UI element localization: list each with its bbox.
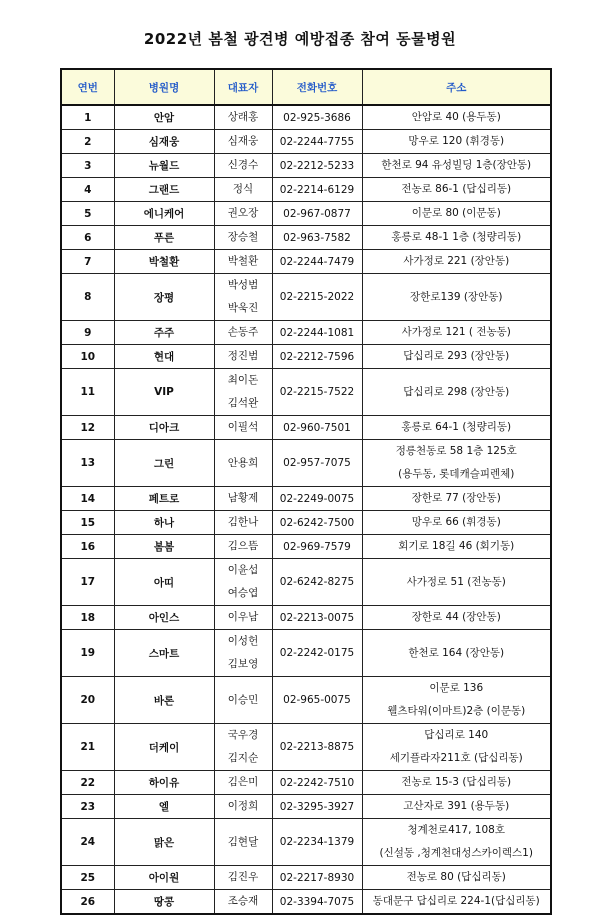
table-body	[61, 105, 551, 914]
representative	[214, 345, 272, 369]
representative-line: 남황제	[227, 492, 259, 504]
phone-number: 02-957-7075	[272, 440, 362, 487]
representative-line: 박욱진	[227, 302, 259, 314]
representative	[214, 130, 272, 154]
table-row	[61, 606, 551, 630]
row-number: 2	[61, 130, 114, 154]
phone-number: 02-960-7501	[272, 416, 362, 440]
representative	[214, 559, 272, 606]
table-row	[61, 178, 551, 202]
row-number: 14	[61, 487, 114, 511]
header-name: 병원명	[114, 69, 214, 105]
representative-line: 신경수	[227, 159, 259, 171]
address-line: 한천로 164 (장안동)	[408, 646, 505, 659]
representative	[214, 795, 272, 819]
row-number: 6	[61, 226, 114, 250]
representative	[214, 724, 272, 771]
hospital-name: 주주	[114, 321, 214, 345]
hospital-name: 바론	[114, 677, 214, 724]
hospital-name: VIP	[114, 369, 214, 416]
hospital-name: 디아크	[114, 416, 214, 440]
address-line: 안암로 40 (용두동)	[411, 111, 501, 123]
address	[362, 154, 551, 178]
representative-line: 국우경	[227, 729, 259, 741]
representative-line: 장승철	[227, 231, 259, 243]
address-line: 이문로 136	[429, 682, 484, 694]
hospital-name: 엘	[114, 795, 214, 819]
row-number: 26	[61, 890, 114, 915]
address	[362, 202, 551, 226]
representative	[214, 416, 272, 440]
address-line: 고산자로 391 (용두동)	[403, 800, 510, 812]
hospital-name: 봄봄	[114, 535, 214, 559]
phone-number: 02-3394-7075	[272, 890, 362, 915]
address	[362, 677, 551, 724]
table-row	[61, 771, 551, 795]
representative-line: 정진범	[227, 350, 259, 362]
representative	[214, 511, 272, 535]
address	[362, 724, 551, 771]
representative-line: 최이돈	[227, 374, 259, 386]
hospital-name: 현대	[114, 345, 214, 369]
address	[362, 795, 551, 819]
representative	[214, 440, 272, 487]
representative	[214, 274, 272, 321]
phone-number: 02-2213-0075	[272, 606, 362, 630]
address-line: 전농로 80 (답십리동)	[406, 871, 506, 883]
row-number: 21	[61, 724, 114, 771]
table-row	[61, 105, 551, 130]
row-number: 20	[61, 677, 114, 724]
phone-number: 02-3295-3927	[272, 795, 362, 819]
representative-line: 박철환	[227, 255, 259, 267]
address-line: 사가정로 121 ( 전농동)	[401, 326, 511, 338]
address	[362, 226, 551, 250]
row-number: 17	[61, 559, 114, 606]
address-line: 장한로 77 (장안동)	[411, 492, 501, 504]
phone-number: 02-2215-7522	[272, 369, 362, 416]
representative-line: 여승엽	[227, 587, 259, 599]
representative-line: 김지순	[227, 752, 259, 764]
row-number: 23	[61, 795, 114, 819]
table-header-row	[61, 69, 551, 105]
address	[362, 535, 551, 559]
representative-line: 이우남	[227, 611, 259, 623]
address	[362, 606, 551, 630]
hospital-name: 그랜드	[114, 178, 214, 202]
row-number: 19	[61, 630, 114, 677]
row-number: 25	[61, 866, 114, 890]
header-addr: 주소	[362, 69, 551, 105]
row-number: 16	[61, 535, 114, 559]
table-row	[61, 416, 551, 440]
representative	[214, 606, 272, 630]
hospital-name: 그린	[114, 440, 214, 487]
representative	[214, 487, 272, 511]
representative-line: 김한나	[227, 516, 259, 528]
row-number: 7	[61, 250, 114, 274]
representative-line: 김현달	[227, 835, 259, 848]
table-row	[61, 440, 551, 487]
representative	[214, 105, 272, 130]
row-number: 4	[61, 178, 114, 202]
representative-line: 이필석	[227, 421, 259, 433]
table-row	[61, 677, 551, 724]
table-row	[61, 819, 551, 866]
phone-number: 02-967-0877	[272, 202, 362, 226]
phone-number: 02-2244-7755	[272, 130, 362, 154]
phone-number: 02-963-7582	[272, 226, 362, 250]
header-tel: 전화번호	[272, 69, 362, 105]
table-row	[61, 345, 551, 369]
row-number: 9	[61, 321, 114, 345]
phone-number: 02-2217-8930	[272, 866, 362, 890]
table-row	[61, 724, 551, 771]
address	[362, 130, 551, 154]
representative	[214, 154, 272, 178]
address-line: 장한로139 (장안동)	[410, 290, 503, 303]
representative	[214, 250, 272, 274]
representative-line: 이정희	[227, 800, 259, 812]
address	[362, 369, 551, 416]
representative-line: 박성범	[227, 279, 259, 291]
representative	[214, 369, 272, 416]
representative-line: 상래홍	[227, 111, 259, 123]
address-line: 홍릉로 64-1 (청량리동)	[401, 421, 512, 433]
row-number: 11	[61, 369, 114, 416]
address-line: 이문로 80 (이문동)	[411, 207, 501, 219]
table-row	[61, 511, 551, 535]
address-line: 세기플라자211호 (답십리동)	[389, 752, 523, 764]
representative	[214, 321, 272, 345]
address-line: 웰츠타워(이마트)2층 (이문동)	[387, 705, 526, 717]
address	[362, 345, 551, 369]
hospital-name: 하나	[114, 511, 214, 535]
address	[362, 487, 551, 511]
hospital-name: 안암	[114, 105, 214, 130]
representative-line: 김은미	[227, 776, 259, 788]
table-row	[61, 274, 551, 321]
address	[362, 321, 551, 345]
table-row	[61, 202, 551, 226]
address	[362, 416, 551, 440]
phone-number: 02-2244-7479	[272, 250, 362, 274]
address	[362, 559, 551, 606]
phone-number: 02-969-7579	[272, 535, 362, 559]
phone-number: 02-2244-1081	[272, 321, 362, 345]
address-line: 전농로 86-1 (답십리동)	[401, 183, 512, 195]
address-line: (용두동, 롯데캐슬피렌체)	[398, 468, 515, 480]
table-row	[61, 487, 551, 511]
representative	[214, 819, 272, 866]
address-line: (신설동 ,청계천대성스카이렉스1)	[379, 847, 533, 859]
address-line: 사가정로 51 (전농동)	[406, 575, 506, 588]
row-number: 18	[61, 606, 114, 630]
representative-line: 김석완	[227, 397, 259, 409]
phone-number: 02-2234-1379	[272, 819, 362, 866]
hospital-name: 푸른	[114, 226, 214, 250]
representative-line: 이승민	[227, 693, 259, 706]
address-line: 답십리로 298 (장안동)	[403, 385, 510, 398]
address	[362, 105, 551, 130]
address	[362, 440, 551, 487]
address	[362, 771, 551, 795]
address-line: 전농로 15-3 (답십리동)	[401, 776, 512, 788]
phone-number: 02-2214-6129	[272, 178, 362, 202]
representative	[214, 535, 272, 559]
phone-number: 02-2215-2022	[272, 274, 362, 321]
address-line: 정릉천동로 58 1층 125호	[395, 445, 517, 457]
address-line: 답십리로 140	[424, 729, 489, 741]
row-number: 8	[61, 274, 114, 321]
table-row	[61, 630, 551, 677]
hospital-name: 심재웅	[114, 130, 214, 154]
representative-line: 김으뜸	[227, 540, 259, 552]
address-line: 답십리로 293 (장안동)	[403, 350, 510, 362]
phone-number: 02-2212-7596	[272, 345, 362, 369]
row-number: 5	[61, 202, 114, 226]
representative	[214, 226, 272, 250]
address-line: 홍릉로 48-1 1층 (청량리동)	[391, 231, 522, 243]
header-rep: 대표자	[214, 69, 272, 105]
hospital-table	[60, 68, 552, 915]
address	[362, 250, 551, 274]
representative-line: 김진우	[227, 871, 259, 883]
address	[362, 274, 551, 321]
representative	[214, 202, 272, 226]
table-row	[61, 890, 551, 915]
address	[362, 630, 551, 677]
hospital-name: 뉴월드	[114, 154, 214, 178]
table-row	[61, 369, 551, 416]
row-number: 10	[61, 345, 114, 369]
address	[362, 866, 551, 890]
address	[362, 511, 551, 535]
table-row	[61, 559, 551, 606]
hospital-name: 아띠	[114, 559, 214, 606]
table-row	[61, 795, 551, 819]
table-row	[61, 535, 551, 559]
hospital-name: 박철환	[114, 250, 214, 274]
representative	[214, 866, 272, 890]
row-number: 1	[61, 105, 114, 130]
address	[362, 890, 551, 915]
address	[362, 178, 551, 202]
row-number: 3	[61, 154, 114, 178]
document-title: 2022년 봄철 광견병 예방접종 참여 동물병원	[143, 30, 457, 48]
address	[362, 819, 551, 866]
representative	[214, 890, 272, 915]
representative	[214, 630, 272, 677]
hospital-name: 페트로	[114, 487, 214, 511]
representative-line: 안용희	[227, 456, 259, 469]
address-line: 청계천로417, 108호	[407, 824, 505, 836]
address-line: 한천로 94 유성빌딩 1층(장안동)	[381, 159, 532, 171]
table-row	[61, 250, 551, 274]
phone-number: 02-2249-0075	[272, 487, 362, 511]
representative-line: 이성헌	[227, 635, 259, 647]
representative-line: 이윤섭	[227, 564, 259, 576]
hospital-name: 에니케어	[114, 202, 214, 226]
representative	[214, 771, 272, 795]
table-row	[61, 226, 551, 250]
row-number: 24	[61, 819, 114, 866]
table-row	[61, 321, 551, 345]
row-number: 13	[61, 440, 114, 487]
phone-number: 02-6242-8275	[272, 559, 362, 606]
row-number: 22	[61, 771, 114, 795]
hospital-name: 하이유	[114, 771, 214, 795]
phone-number: 02-965-0075	[272, 677, 362, 724]
hospital-name: 아인스	[114, 606, 214, 630]
table-row	[61, 130, 551, 154]
hospital-name: 땅콩	[114, 890, 214, 915]
hospital-name: 더케이	[114, 724, 214, 771]
address-line: 장한로 44 (장안동)	[411, 611, 501, 623]
table-row	[61, 154, 551, 178]
phone-number: 02-2212-5233	[272, 154, 362, 178]
hospital-name: 스마트	[114, 630, 214, 677]
representative-line: 권오장	[227, 207, 259, 219]
phone-number: 02-2242-7510	[272, 771, 362, 795]
address-line: 망우로 120 (휘경동)	[408, 135, 505, 147]
hospital-name: 맑은	[114, 819, 214, 866]
table-row	[61, 866, 551, 890]
hospital-name: 아이원	[114, 866, 214, 890]
header-no: 연번	[61, 69, 114, 105]
representative-line: 조승재	[227, 895, 259, 907]
address-line: 회기로 18길 46 (회기동)	[398, 540, 515, 552]
representative	[214, 178, 272, 202]
representative-line: 김보영	[227, 658, 259, 670]
representative-line: 손동주	[227, 326, 259, 338]
row-number: 15	[61, 511, 114, 535]
address-line: 동대문구 답십리로 224-1(답십리동)	[372, 895, 540, 907]
phone-number: 02-6242-7500	[272, 511, 362, 535]
phone-number: 02-925-3686	[272, 105, 362, 130]
representative-line: 정식	[232, 183, 254, 195]
address-line: 망우로 66 (휘경동)	[411, 516, 501, 528]
address-line: 사가정로 221 (장안동)	[403, 255, 510, 267]
representative-line: 심재웅	[227, 135, 259, 147]
representative	[214, 677, 272, 724]
phone-number: 02-2242-0175	[272, 630, 362, 677]
row-number: 12	[61, 416, 114, 440]
hospital-name: 장평	[114, 274, 214, 321]
phone-number: 02-2213-8875	[272, 724, 362, 771]
